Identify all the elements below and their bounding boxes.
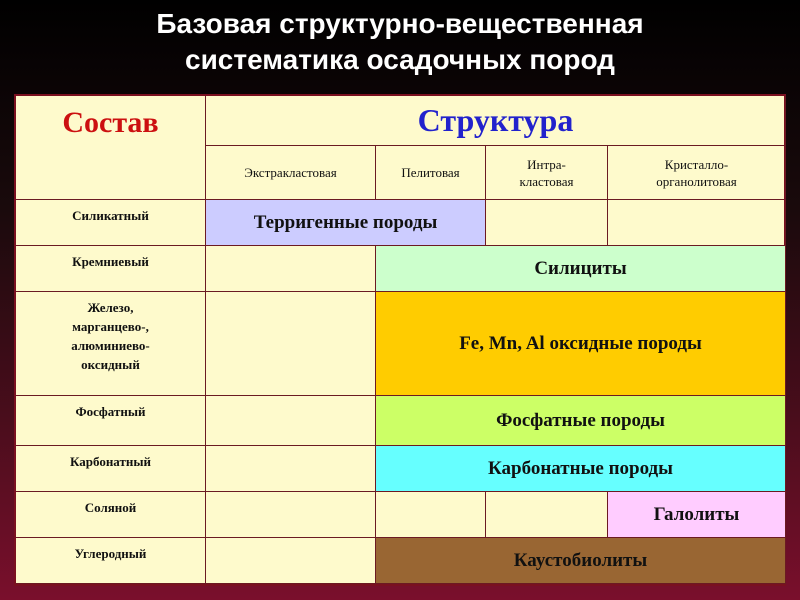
empty-cell xyxy=(206,538,376,584)
group-carbonate-rocks: Карбонатные породы xyxy=(376,446,786,492)
group-phosphate-rocks: Фосфатные породы xyxy=(376,396,786,446)
row-label-phosphate: Фосфатный xyxy=(16,396,206,446)
group-silicites: Силициты xyxy=(376,246,786,292)
column-header-extraclastic: Экстракластовая xyxy=(206,146,376,200)
classification-table xyxy=(14,94,786,586)
column-header-pelitic: Пелитовая xyxy=(376,146,486,200)
row-label-carbonate: Карбонатный xyxy=(16,446,206,492)
empty-cell xyxy=(486,492,608,538)
row-label-carbon: Углеродный xyxy=(16,538,206,584)
title-line-1: Базовая структурно-вещественная xyxy=(156,8,644,39)
empty-cell xyxy=(206,246,376,292)
empty-cell xyxy=(376,492,486,538)
row-label-silicate: Силикатный xyxy=(16,200,206,246)
row-label-fe-mn-al-oxide: Железо, марганцево-, алюминиево- оксидный xyxy=(16,292,206,396)
title-line-2: систематика осадочных пород xyxy=(185,44,615,75)
group-fe-mn-al-oxide-rocks: Fe, Mn, Al оксидные породы xyxy=(376,292,786,396)
slide-title xyxy=(0,6,800,78)
group-caustobiolites: Каустобиолиты xyxy=(376,538,786,584)
row-label-siliceous: Кремниевый xyxy=(16,246,206,292)
empty-cell xyxy=(206,492,376,538)
group-halolites: Галолиты xyxy=(608,492,786,538)
structure-header: Структура xyxy=(206,96,786,146)
empty-cell xyxy=(206,292,376,396)
column-header-crystallo-organolithic: Кристалло- органолитовая xyxy=(608,146,786,200)
composition-header: Состав xyxy=(16,96,206,200)
column-header-intraclastic: Интра- кластовая xyxy=(486,146,608,200)
empty-cell xyxy=(486,200,608,246)
row-label-salt: Соляной xyxy=(16,492,206,538)
empty-cell xyxy=(608,200,786,246)
empty-cell xyxy=(206,396,376,446)
empty-cell xyxy=(206,446,376,492)
group-terrigenous-rocks: Терригенные породы xyxy=(206,200,486,246)
